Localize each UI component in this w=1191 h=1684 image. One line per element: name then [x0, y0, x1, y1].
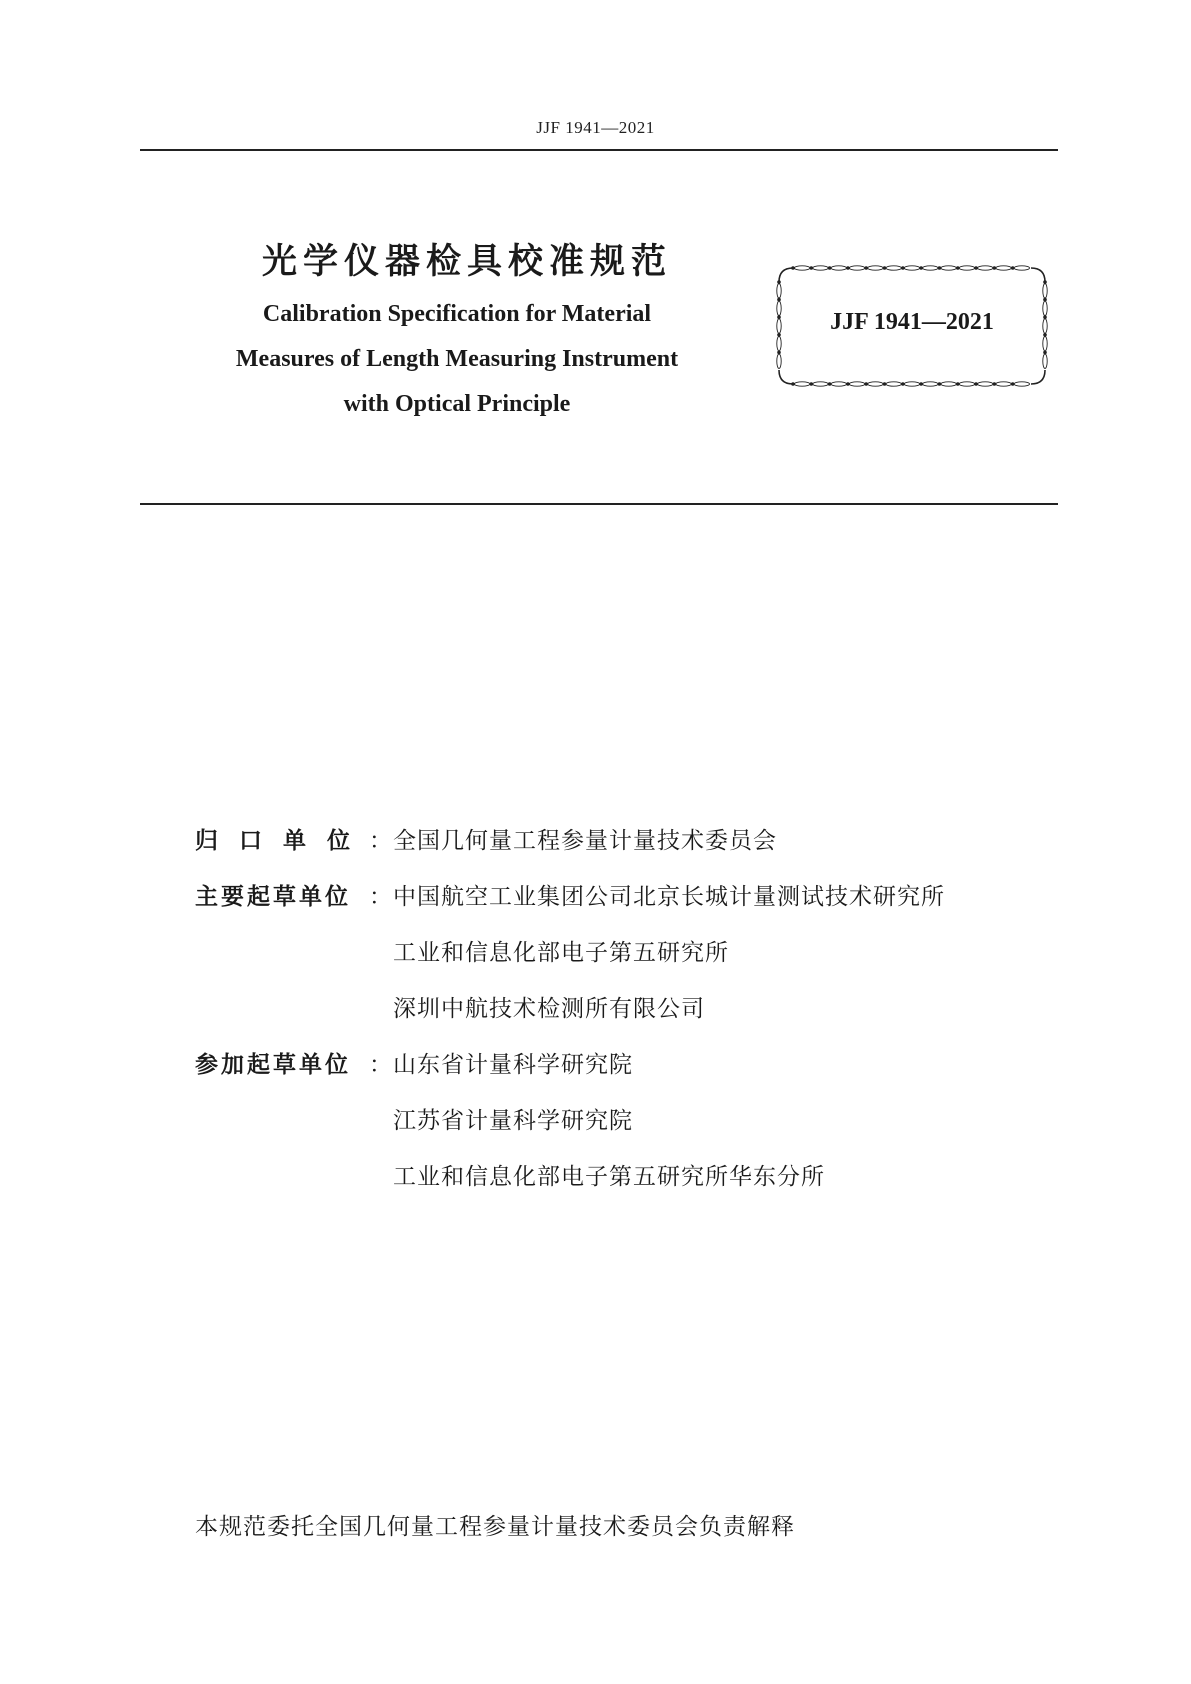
- border-chain-link: [941, 266, 956, 270]
- main-drafter-value: 深圳中航技术检测所有限公司: [393, 996, 705, 1022]
- border-chain-link: [886, 382, 901, 386]
- header-rule: [140, 149, 1058, 151]
- responsible-unit-label: 归口单位: [195, 828, 371, 854]
- border-chain-bead: [846, 266, 850, 270]
- border-chain-link: [959, 382, 974, 386]
- border-chain-bead: [777, 280, 781, 284]
- border-chain-bead: [1043, 298, 1047, 302]
- border-chain-bead: [1043, 351, 1047, 355]
- border-chain-link: [1043, 284, 1047, 299]
- border-chain-link: [849, 266, 864, 270]
- responsible-unit-row: [195, 822, 1095, 862]
- border-chain-link: [831, 266, 846, 270]
- border-chain-link: [795, 382, 810, 386]
- border-chain-bead: [864, 382, 868, 386]
- border-chain-link: [996, 266, 1011, 270]
- border-chain-link: [1043, 336, 1047, 351]
- border-chain-bead: [938, 266, 942, 270]
- border-chain-link: [886, 266, 901, 270]
- border-chain-bead: [828, 266, 832, 270]
- border-chain-bead: [810, 266, 814, 270]
- border-chain-bead: [938, 382, 942, 386]
- border-chain-bead: [956, 266, 960, 270]
- border-chain-link: [959, 266, 974, 270]
- border-chain-link: [978, 266, 993, 270]
- main-drafters-label: 主要起草单位: [195, 884, 351, 910]
- border-chain-link: [777, 284, 781, 299]
- responsible-unit-value: 全国几何量工程参量计量技术委员会: [393, 828, 777, 854]
- participating-drafters-label: 参加起草单位: [195, 1052, 351, 1078]
- border-chain-link: [795, 266, 810, 270]
- interpretation-note: 本规范委托全国几何量工程参量计量技术委员会负责解释: [195, 1514, 795, 1540]
- border-chain-bead: [828, 382, 832, 386]
- standard-number: JJF 1941—2021: [830, 309, 994, 335]
- participating-drafter-value: 山东省计量科学研究院: [393, 1052, 633, 1078]
- border-chain-bead: [993, 266, 997, 270]
- border-chain-link: [978, 382, 993, 386]
- border-chain-bead: [883, 266, 887, 270]
- border-chain-link: [941, 382, 956, 386]
- label-colon: ：: [369, 828, 392, 854]
- border-chain-link: [868, 266, 883, 270]
- border-chain-bead: [919, 266, 923, 270]
- document-title-english: [140, 292, 774, 427]
- border-chain-bead: [956, 382, 960, 386]
- participating-drafter-value: 江苏省计量科学研究院: [393, 1108, 633, 1134]
- border-chain-link: [923, 382, 938, 386]
- border-chain-link: [777, 336, 781, 351]
- participating-drafter-row: [195, 1158, 1095, 1198]
- label-colon: ：: [369, 1052, 392, 1078]
- border-chain-bead: [791, 382, 795, 386]
- border-chain-bead: [791, 266, 795, 270]
- english-title-line: Measures of Length Measuring Instrument: [235, 346, 679, 372]
- border-chain-bead: [846, 382, 850, 386]
- border-chain-link: [904, 382, 919, 386]
- english-title-line: Calibration Specification for Material: [262, 301, 652, 327]
- border-chain-bead: [777, 298, 781, 302]
- main-drafter-row: [195, 878, 1095, 918]
- document-header-code: JJF 1941—2021: [536, 118, 655, 137]
- border-chain-link: [831, 382, 846, 386]
- border-chain-link: [849, 382, 864, 386]
- participating-drafter-row: [195, 1102, 1095, 1142]
- border-chain-bead: [1011, 266, 1015, 270]
- label-colon: ：: [369, 884, 392, 910]
- border-chain-bead: [883, 382, 887, 386]
- border-chain-bead: [810, 382, 814, 386]
- title-bottom-rule: [140, 503, 1058, 505]
- standard-number-box: [773, 262, 1051, 390]
- main-drafter-value: 工业和信息化部电子第五研究所: [393, 940, 729, 966]
- border-chain-link: [777, 354, 781, 369]
- english-title-line: with Optical Principle: [343, 391, 571, 417]
- border-chain-bead: [919, 382, 923, 386]
- participating-drafter-row: [195, 1046, 1095, 1086]
- main-drafter-row: [195, 934, 1095, 974]
- border-chain-bead: [993, 382, 997, 386]
- border-chain-link: [904, 266, 919, 270]
- border-chain-bead: [864, 266, 868, 270]
- border-chain-bead: [901, 266, 905, 270]
- border-chain-bead: [1043, 280, 1047, 284]
- border-chain-bead: [777, 351, 781, 355]
- main-drafter-value: 中国航空工业集团公司北京长城计量测试技术研究所: [393, 884, 945, 910]
- border-chain-link: [996, 382, 1011, 386]
- document-title-chinese: 光学仪器检具校准规范: [262, 242, 673, 282]
- border-chain-link: [813, 266, 828, 270]
- border-chain-bead: [901, 382, 905, 386]
- border-corner: [1031, 268, 1045, 282]
- border-chain-link: [1043, 354, 1047, 369]
- border-corner: [779, 370, 793, 384]
- border-corner: [1031, 370, 1045, 384]
- border-chain-link: [923, 266, 938, 270]
- border-chain-link: [813, 382, 828, 386]
- border-chain-bead: [974, 266, 978, 270]
- border-chain-bead: [974, 382, 978, 386]
- border-chain-link: [1014, 266, 1029, 270]
- border-chain-link: [1014, 382, 1029, 386]
- border-corner: [779, 268, 793, 282]
- main-drafter-row: [195, 990, 1095, 1030]
- border-chain-link: [868, 382, 883, 386]
- participating-drafter-value: 工业和信息化部电子第五研究所华东分所: [393, 1164, 825, 1190]
- border-chain-bead: [1011, 382, 1015, 386]
